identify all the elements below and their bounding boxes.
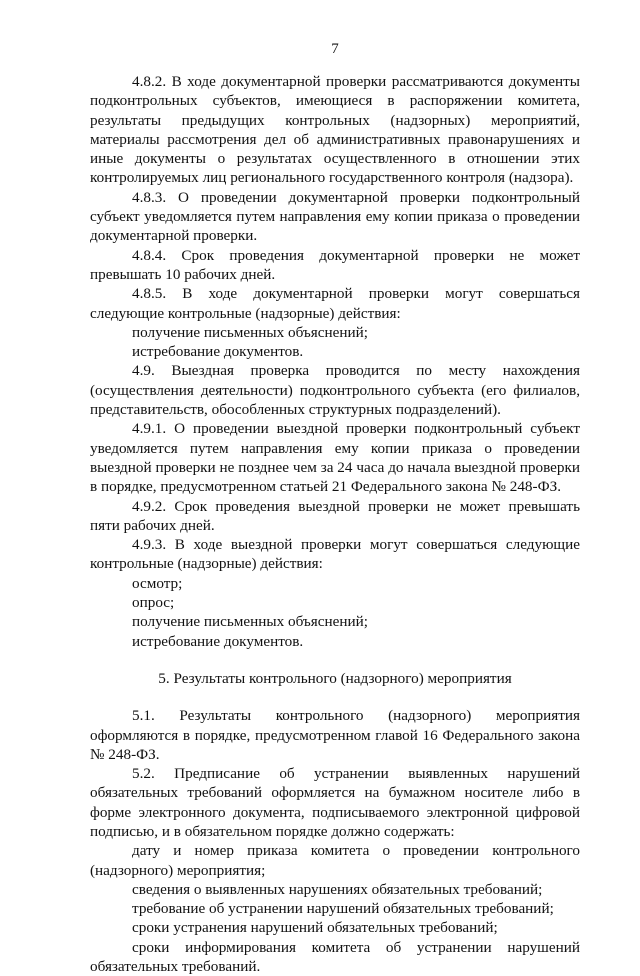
document-body (90, 72, 580, 976)
list-item: истребование документов. (132, 632, 304, 650)
paragraph-4-9: 4.9. Выездная проверка проводится по месту нахождения (осуществления деятельности) подконтрольного субъекта (его филиалов, представительств, обособленных структурных подразделений). (90, 362, 580, 419)
list-item: требование об устранении нарушений обязательных требований; (132, 900, 554, 918)
list-item: получение письменных объяснений; (132, 613, 368, 631)
list-item: осмотр; (132, 574, 183, 592)
list-item: сроки устранения нарушений обязательных требований; (132, 919, 498, 937)
list-item: сроки информирования комитета об устранении нарушений обязательных требований. (90, 938, 580, 976)
list-item: получение письменных объяснений; (132, 323, 368, 341)
list-item: сведения о выявленных нарушениях обязательных требований; (132, 880, 543, 898)
paragraph-4-8-3: 4.8.3. О проведении документарной проверки подконтрольный субъект уведомляется путем направления ему копии приказа о проведении документарной проверки. (90, 188, 580, 245)
list-item: дату и номер приказа комитета о проведении контрольного (надзорного) мероприятия; (90, 842, 580, 879)
list-item: опрос; (132, 594, 175, 612)
paragraph-5-2: 5.2. Предписание об устранении выявленных нарушений обязательных требований оформляется на бумажном носителе либо в форме электронного документа, подписываемого электронной цифровой подписью, и в обязательном порядке должно содержать: (90, 765, 580, 840)
paragraph-4-9-2: 4.9.2. Срок проведения выездной проверки не может превышать пяти рабочих дней. (90, 497, 580, 534)
paragraph-4-9-3: 4.9.3. В ходе выездной проверки могут совершаться следующие контрольные (надзорные) действия: (90, 536, 580, 573)
list-item: истребование документов. (132, 343, 304, 361)
paragraph-4-8-2: 4.8.2. В ходе документарной проверки рассматриваются документы подконтрольных субъектов, имеющиеся в распоряжении комитета, результаты предыдущих контрольных (надзорных) мероприятий, материалы рассмотрения дел об административных правонарушениях и иные документы о результатах осуществленного в отношении этих контролируемых лиц регионального государственного контроля (надзора). (90, 73, 580, 187)
page-number: 7 (331, 41, 339, 57)
paragraph-4-8-5: 4.8.5. В ходе документарной проверки могут совершаться следующие контрольные (надзорные) действия: (90, 285, 580, 322)
paragraph-4-8-4: 4.8.4. Срок проведения документарной проверки не может превышать 10 рабочих дней. (90, 246, 580, 283)
paragraph-4-9-1: 4.9.1. О проведении выездной проверки подконтрольный субъект уведомляется путем направления ему копии приказа о проведении выездной проверки не позднее чем за 24 часа до начала выездной проверки в порядке, предусмотренном статьей 21 Федерального закона № 248-ФЗ. (90, 420, 580, 496)
paragraph-5-1: 5.1. Результаты контрольного (надзорного) мероприятия оформляются в порядке, предусмотренном главой 16 Федерального закона № 248-ФЗ. (90, 707, 580, 763)
section-heading: 5. Результаты контрольного (надзорного) мероприятия (158, 669, 512, 687)
